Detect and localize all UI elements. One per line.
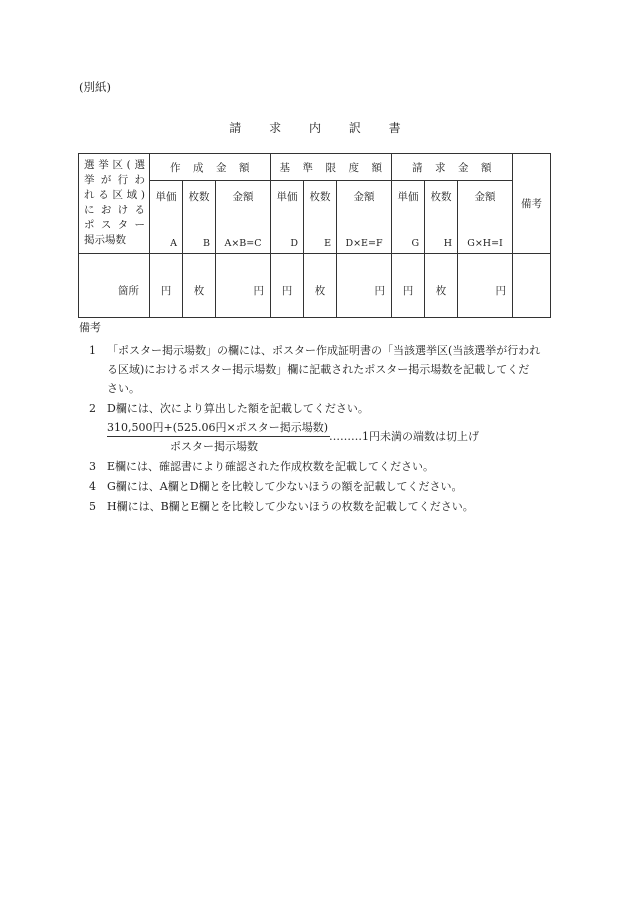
formula-denominator: ポスター掲示場数 (170, 440, 258, 453)
col-header-f (337, 181, 392, 254)
note-number: 4 (89, 480, 96, 493)
note-line: D欄には、次により算出した額を記載してください。 (107, 402, 369, 415)
col-label: 枚数 (309, 191, 331, 203)
col-code: E (324, 238, 331, 249)
title-char: 内 (308, 121, 321, 135)
col-label: 金額 (232, 191, 254, 203)
col-header-e (304, 181, 337, 254)
group-char: 作 (170, 161, 181, 174)
col-header-h (425, 181, 458, 254)
group-header-production (150, 154, 271, 181)
table-row (79, 254, 551, 318)
formula-rounding-note: ………1円未満の端数は切上げ (329, 430, 479, 443)
title-char: 求 (269, 121, 282, 135)
group-char: 金 (458, 161, 470, 174)
col-code: B (203, 238, 210, 249)
note-item (79, 341, 559, 398)
col-label: 単価 (397, 191, 419, 203)
district-header-line: 掲示場数 (84, 234, 126, 246)
note-item (79, 497, 559, 516)
col-header-a (150, 181, 183, 254)
col-code: D×E=F (345, 238, 383, 249)
col-header-i (458, 181, 513, 254)
formula-numerator: 310,500円+(525.06円×ポスター掲示場数) (107, 419, 330, 437)
col-code: A (170, 238, 177, 249)
breakdown-table (78, 153, 551, 318)
unit-cell: 円 (216, 254, 271, 318)
group-char: 基 (279, 161, 291, 174)
group-char: 求 (435, 161, 447, 174)
col-label: 金額 (474, 191, 496, 203)
district-header-line: 挙が行わ (84, 174, 145, 186)
col-header-c (216, 181, 271, 254)
annex-label: (別紙) (79, 80, 111, 94)
note-number: 2 (89, 402, 96, 415)
group-header-claim (392, 154, 513, 181)
col-label: 金額 (353, 191, 375, 203)
col-code: A×B=C (224, 238, 262, 249)
col-code: G×H=I (467, 238, 503, 249)
group-char: 額 (239, 161, 250, 174)
unit-cell: 円 (458, 254, 513, 318)
document-title (0, 119, 630, 136)
col-header-d (271, 181, 304, 254)
unit-cell: 枚 (304, 254, 337, 318)
note-number: 3 (89, 460, 96, 473)
col-label: 単価 (155, 191, 177, 203)
group-char: 請 (412, 161, 424, 174)
district-header-line: れる区域) (84, 189, 145, 201)
unit-cell: 枚 (183, 254, 216, 318)
group-char: 限 (325, 161, 337, 174)
note-item (79, 457, 559, 476)
note-line: 「ポスター掲示場数」の欄には、ポスター作成証明書の「当該選挙区(当該選挙が行われ (107, 344, 541, 357)
group-header-limit (271, 154, 392, 181)
unit-cell-places: 箇所 (79, 254, 150, 318)
col-code: G (411, 238, 420, 249)
group-char: 度 (348, 161, 360, 174)
title-char: 訳 (348, 121, 361, 135)
unit-cell: 枚 (425, 254, 458, 318)
unit-cell: 円 (392, 254, 425, 318)
col-header-g (392, 181, 425, 254)
group-char: 準 (302, 161, 314, 174)
group-char: 額 (481, 161, 493, 174)
group-char: 額 (371, 161, 383, 174)
note-number: 1 (89, 344, 96, 357)
calculation-formula (104, 419, 559, 453)
col-label: 枚数 (188, 191, 210, 203)
remarks-header: 備考 (513, 154, 551, 254)
note-line: H欄には、B欄とE欄とを比較して少ないほうの枚数を記載してください。 (107, 500, 474, 513)
notes-heading: 備考 (79, 321, 101, 334)
group-char: 成 (193, 161, 204, 174)
unit-cell: 円 (150, 254, 183, 318)
district-header-line: ポスター (84, 219, 145, 231)
district-header (79, 154, 150, 254)
unit-cell: 円 (271, 254, 304, 318)
col-code: D (290, 238, 298, 249)
remarks-cell (513, 254, 551, 318)
note-item (79, 399, 559, 418)
note-line: さい。 (107, 382, 140, 395)
unit-cell: 円 (337, 254, 392, 318)
note-line: る区域)におけるポスター掲示場数」欄に記載されたポスター掲示場数を記載してくだ (107, 363, 530, 376)
notes-section (79, 319, 559, 517)
note-line: E欄には、確認書により確認された作成枚数を記載してください。 (107, 460, 435, 473)
title-char: 書 (388, 121, 401, 135)
district-header-line: における (84, 204, 145, 216)
title-char: 請 (229, 121, 242, 135)
col-code: H (443, 238, 453, 249)
district-header-line: 選挙区(選 (84, 159, 145, 171)
col-label: 枚数 (430, 191, 452, 203)
note-line: G欄には、A欄とD欄とを比較して少ないほうの額を記載してください。 (107, 480, 463, 493)
col-label: 単価 (276, 191, 298, 203)
note-item (79, 477, 559, 496)
col-header-b (183, 181, 216, 254)
group-char: 金 (216, 161, 227, 174)
note-number: 5 (89, 500, 96, 513)
